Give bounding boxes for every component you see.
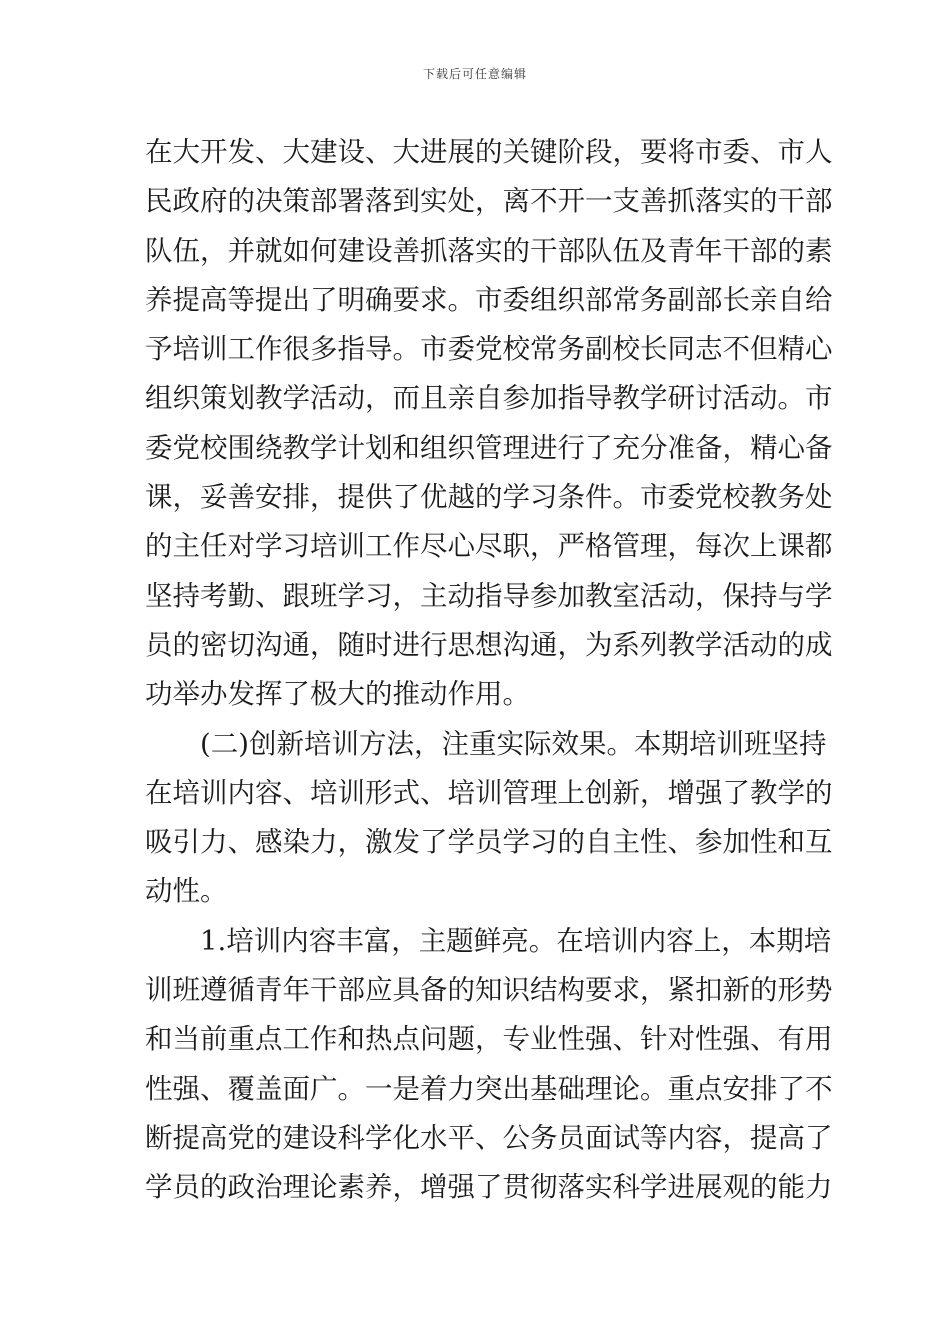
text-line: 员的密切沟通，随时进行思想沟通，为系列教学活动的成: [145, 628, 833, 661]
text-line: 坚持考勤、跟班学习，主动指导参加教室活动，保持与学: [145, 579, 833, 612]
paragraph-3: [145, 917, 833, 1213]
text-line: 断提高党的建设科学化水平、公务员面试等内容，提高了: [145, 1121, 833, 1154]
text-line: 学员的政治理论素养，增强了贯彻落实科学进展观的能力: [145, 1171, 833, 1204]
text-line: 训班遵循青年干部应具备的知识结构要求，紧扣新的形势: [145, 974, 833, 1007]
text-line: 民政府的决策部署落到实处，离不开一支善抓落实的干部: [145, 185, 833, 218]
text-line: 性强、覆盖面广。一是着力突出基础理论。重点安排了不: [145, 1072, 833, 1105]
paragraph-1: [145, 128, 833, 720]
text-line: 动性。: [145, 875, 228, 908]
text-line: 在大开发、大建设、大进展的关键阶段，要将市委、市人: [145, 136, 833, 168]
text-line: 委党校围绕教学计划和组织管理进行了充分准备，精心备: [145, 431, 833, 464]
text-line: 的主任对学习培训工作尽心尽职，严格管理，每次上课都: [145, 530, 833, 563]
text-line: 吸引力、感染力，激发了学员学习的自主性、参加性和互: [145, 826, 833, 859]
text-line: 养提高等提出了明确要求。市委组织部常务副部长亲自给: [145, 283, 833, 316]
text-line: 和当前重点工作和热点问题，专业性强、针对性强、有用: [145, 1023, 833, 1056]
paragraph-2: [145, 720, 833, 917]
text-line: 课，妥善安排，提供了优越的学习条件。市委党校教务处: [145, 481, 833, 514]
text-line: 1.培训内容丰富，主题鲜亮。在培训内容上，本期培: [200, 924, 832, 957]
document-body: [145, 128, 833, 1213]
text-line: 予培训工作很多指导。市委党校常务副校长同志不但精心: [145, 333, 833, 366]
text-line: (二)创新培训方法，注重实际效果。本期培训班坚持: [200, 727, 827, 760]
page-header-note: 下载后可任意编辑: [422, 67, 527, 81]
text-line: 在培训内容、培训形式、培训管理上创新，增强了教学的: [145, 776, 833, 809]
text-line: 功举办发挥了极大的推动作用。: [145, 678, 530, 711]
text-line: 队伍，并就如何建设善抓落实的干部队伍及青年干部的素: [145, 234, 833, 267]
text-line: 组织策划教学活动，而且亲自参加指导教学研讨活动。市: [145, 382, 833, 415]
